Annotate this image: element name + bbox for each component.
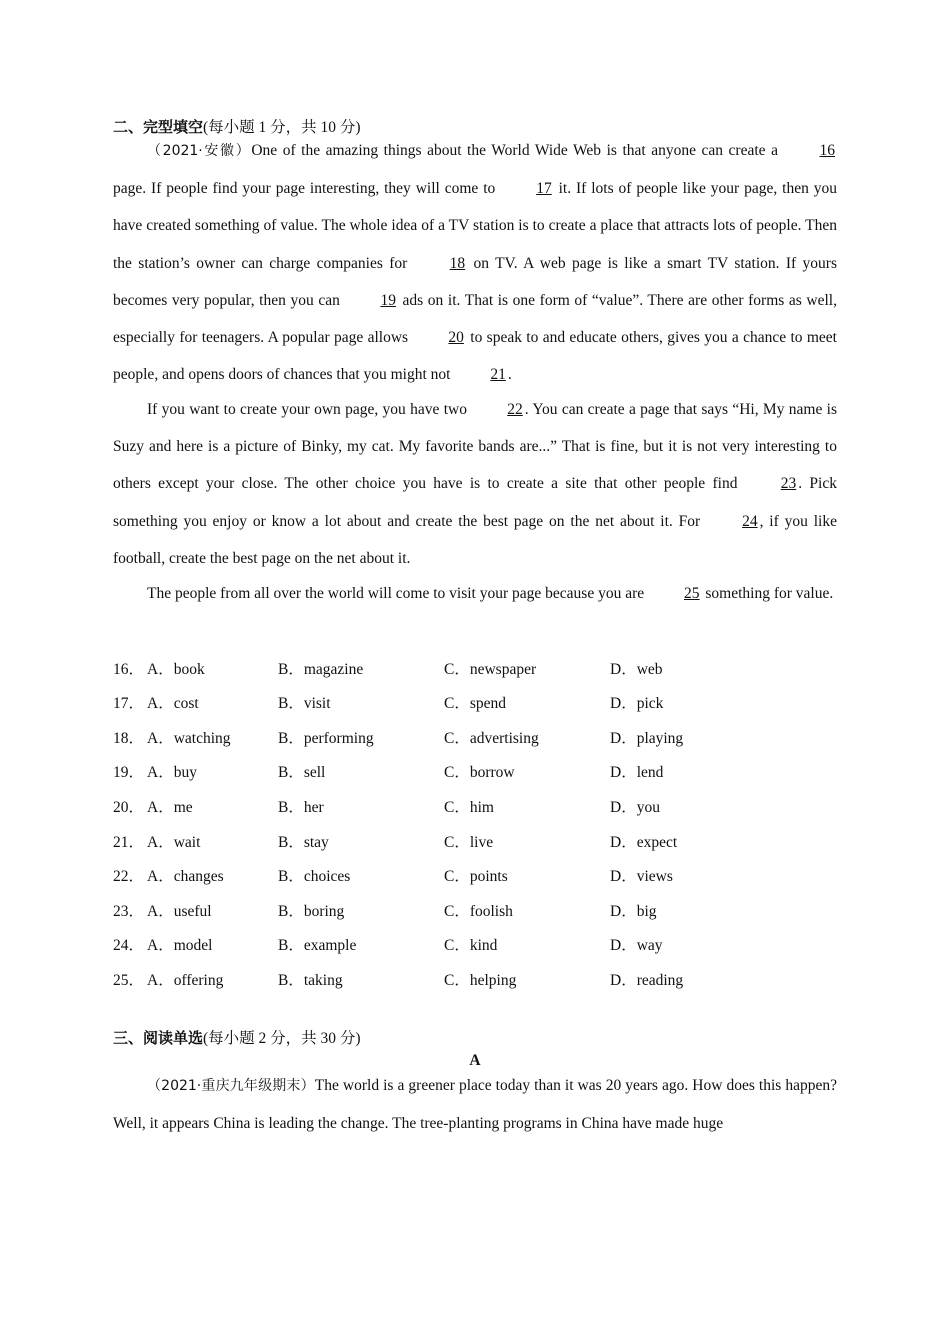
passage-label: A [469,1052,481,1069]
reading-paragraph-1: （2021·重庆九年级期末）The world is a greener place today than it was 20 years ago. How does this happen? Well, it appears China is leading the change. The tree-planting programs in China have made huge [113,1077,837,1133]
section-3-title: 三、阅读单选(每小题 2 分，共 30 分) [113,1029,361,1047]
option-b[interactable]: B．boring [278,903,345,920]
cloze-paragraph-2: If you want to create your own page, you have two 22 . You can create a page that says “Hi, My name is Suzy and here is a picture of Binky, my cat. My favorite bands are...” That is fine, but it is not very interesting to others except your close. The other choice you have is to create a site that other people find 23 . Pick something you enjoy or know a lot about and create the best page on the net about it. For 24 , if you like football, create the best page on the net about it. [113,391,837,577]
option-row [113,795,853,829]
option-a[interactable]: A．useful [147,903,212,920]
option-d[interactable]: D．expect [610,834,678,851]
blank-21: 21 [490,366,506,384]
option-a[interactable]: A．changes [147,868,224,885]
option-c[interactable]: C．live [444,834,494,851]
option-a[interactable]: A．me [147,799,193,816]
option-row [113,760,853,794]
option-c[interactable]: C．spend [444,695,507,712]
question-number: 18． [113,730,145,747]
cloze-paragraph-1: （2021·安徽）One of the amazing things about the World Wide Web is that anyone can create a 16 page. If people find your page interesting, they will come to 17 it. If lots of people like your page, then you have created something of value. The whole idea of a TV station is to create a place that attracts lots of people. Then the station’s owner can charge companies for 18 on TV. A web page is like a smart TV station. If yours becomes very popular, then you can 19 ads on it. That is one form of “value”. There are other forms as well, especially for teenagers. A popular page allows 20 to speak to and educate others, gives you a chance to meet people, and opens doors of chances that you might not 21 . [113,132,837,393]
option-d[interactable]: D．pick [610,695,664,712]
option-d[interactable]: D．playing [610,730,684,747]
option-b[interactable]: B．choices [278,868,351,885]
blank-20: 20 [448,329,464,347]
option-row [113,899,853,933]
question-number: 22． [113,868,145,885]
option-c[interactable]: C．points [444,868,508,885]
option-row [113,933,853,967]
option-b[interactable]: B．performing [278,730,374,747]
option-c[interactable]: C．advertising [444,730,539,747]
option-row [113,657,853,691]
option-b[interactable]: B．example [278,937,357,954]
option-c[interactable]: C．him [444,799,494,816]
question-number: 17． [113,695,145,712]
cloze-paragraph-3: The people from all over the world will come to visit your page because you are 25 something for value. [113,575,837,612]
question-number: 16． [113,661,145,678]
option-b[interactable]: B．visit [278,695,331,712]
option-b[interactable]: B．sell [278,764,326,781]
blank-24: 24 [742,512,758,530]
option-c[interactable]: C．foolish [444,903,513,920]
blank-25: 25 [684,585,700,602]
blank-22: 22 [507,401,523,418]
question-number: 24． [113,937,145,954]
option-d[interactable]: D．you [610,799,660,816]
question-number: 20． [113,799,145,816]
option-a[interactable]: A．cost [147,695,199,712]
source-tag: （2021·重庆九年级期末） [147,1078,315,1094]
blank-18: 18 [449,254,466,272]
option-b[interactable]: B．magazine [278,661,364,678]
source-tag: （2021·安徽） [147,143,252,159]
option-a[interactable]: A．buy [147,764,197,781]
option-b[interactable]: B．her [278,799,324,816]
blank-17: 17 [536,180,552,198]
option-a[interactable]: A．wait [147,834,201,851]
option-a[interactable]: A．model [147,937,213,954]
question-number: 21． [113,834,145,851]
option-a[interactable]: A．book [147,661,205,678]
option-row [113,864,853,898]
blank-16: 16 [819,142,835,159]
question-number: 19． [113,764,145,781]
option-c[interactable]: C．borrow [444,764,515,781]
blank-19: 19 [380,291,396,309]
option-a[interactable]: A．offering [147,972,224,989]
question-number: 25． [113,972,145,989]
option-d[interactable]: D．reading [610,972,684,989]
option-d[interactable]: D．views [610,868,673,885]
option-b[interactable]: B．stay [278,834,329,851]
option-d[interactable]: D．big [610,903,657,920]
blank-23: 23 [780,475,797,493]
option-d[interactable]: D．web [610,661,663,678]
option-row [113,691,853,725]
section-2-title: 二、完型填空(每小题 1 分，共 10 分) [113,118,361,136]
question-number: 23． [113,903,145,920]
option-c[interactable]: C．newspaper [444,661,537,678]
option-c[interactable]: C．helping [444,972,517,989]
option-c[interactable]: C．kind [444,937,498,954]
option-d[interactable]: D．way [610,937,663,954]
option-row [113,726,853,760]
option-a[interactable]: A．watching [147,730,231,747]
option-row [113,830,853,864]
option-d[interactable]: D．lend [610,764,664,781]
option-b[interactable]: B．taking [278,972,343,989]
option-row [113,968,853,1002]
